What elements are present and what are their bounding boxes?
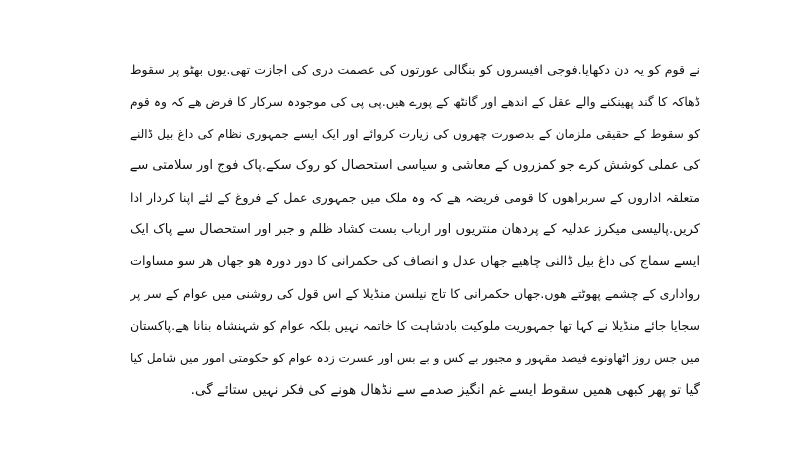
paragraph-line: ایسے سماج کی داغ بیل ڈالنی چاھیے جھاں عدل و انصاف کی حکمرانی کا دور دورہ ھو جھاں ھر سو مساوات [130,254,700,269]
paragraph-line: میں جس روز اٹھاونوے فیصد مقہور و مجبور بے کس و بے بس اور عسرت زدہ عوام کو حکومتی امور میں شامل کیا [130,351,700,365]
paragraph-line: کی عملی کوشش کرے جو کمزروں کے معاشی و سیاسی استحصال کو روک سکے.پاک فوج اور سلامتی سے [130,158,700,173]
paragraph-line: سجایا جائے منڈیلا نے کہا تھا جمہوریت ملوکیت بادشاہت کا خاتمہ نہیں بلکہ عوام کو شہنشاہ بنانا ھے.پاکستان [130,318,700,333]
urdu-paragraph [130,54,700,406]
paragraph-line: کو سقوط کے حقیقی ملزمان کے بدصورت چھروں کی زیارت کروائے اور ایک ایسے جمہوری نظام کی داغ بیل ڈالنے [130,127,700,141]
paragraph-line: متعلقہ اداروں کے سربراھوں کا قومی فریضہ ھے کہ وہ ملک میں جمہوری عمل کے فروغ کے لئے اپنا کردار ادا [130,190,700,205]
paragraph-line: نے قوم کو یہ دن دکھایا.فوجی افیسروں کو بنگالی عورتوں کی عصمت دری کی اجازت تھی.یوں بھٹو پر سقوط [130,62,700,77]
paragraph-line: رواداری کے چشمے پھوٹتے ھوں.جھاں حکمرانی کا تاج نیلسن منڈیلا کے اس قول کی روشنی میں عوام کے سر پر [130,286,700,301]
paragraph-line-last: گیا تو پھر کبھی ھمیں سقوط ایسے غم انگیز صدمے سے نڈھال ھونے کی فکر نہیں ستائے گی. [190,382,700,398]
paragraph-line: کریں.پالیسی میکرز عدلیہ کے پردھان منتریوں اور ارباب بست کشاد ظلم و جبر اور استحصال سے پاک ایک [130,222,700,237]
paragraph-line: ڈھاکہ کا گند پھینکنے والے عقل کے اندھے اور گانٹھ کے پورے ھیں.پی پی کی موجودہ سرکار کا فرض ھے کہ وہ قوم [130,95,700,109]
